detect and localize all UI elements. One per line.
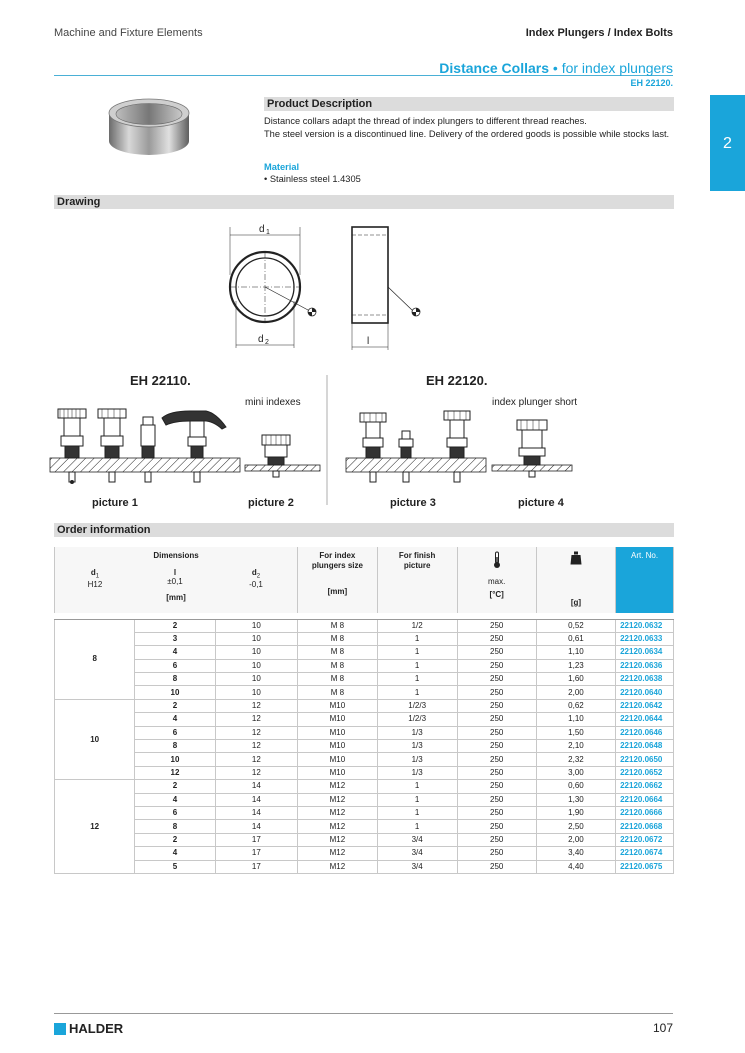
material-heading: Material (264, 162, 300, 172)
col-dimensions-label: Dimensions (153, 551, 199, 560)
col-d1 (55, 568, 135, 589)
product-description-heading: Product Description (264, 97, 674, 111)
weight-icon (570, 551, 582, 565)
dim-d1-sub: 1 (266, 229, 270, 236)
cell-d2: 10 (215, 619, 297, 632)
description-line-2: The steel version is a discontinued line. Delivery of the ordered goods is possible while stocks last. (264, 128, 670, 139)
cell-temperature: 250 (457, 860, 536, 873)
cell-picture: 3/4 (377, 833, 457, 846)
cell-plunger-size: M 8 (298, 673, 378, 686)
description-line-1: Distance collars adapt the thread of index plungers to different thread reaches. (264, 116, 587, 126)
cell-art-no[interactable]: 22120.0662 (616, 780, 674, 793)
cell-l: 5 (135, 860, 215, 873)
cell-l: 10 (135, 753, 215, 766)
cell-picture: 1/2/3 (377, 713, 457, 726)
ref-eh22120: EH 22120. (426, 373, 488, 388)
cell-d2: 12 (215, 699, 297, 712)
cell-d1: 8 (55, 619, 135, 699)
cell-weight: 3,40 (536, 847, 615, 860)
cell-temperature: 250 (457, 619, 536, 632)
product-photo-collar (104, 97, 194, 159)
cell-d2: 14 (215, 806, 297, 819)
col-weight-unit: [g] (570, 598, 582, 607)
cell-weight: 1,30 (536, 793, 615, 806)
cell-picture: 1/3 (377, 753, 457, 766)
cell-d2: 10 (215, 686, 297, 699)
col-l-label: l (173, 568, 177, 577)
cell-picture: 1/3 (377, 740, 457, 753)
material-item: • Stainless steel 1.4305 (264, 174, 361, 184)
cell-d2: 12 (215, 740, 297, 753)
col-d2-sub: 2 (256, 573, 261, 580)
cell-temperature: 250 (457, 659, 536, 672)
dim-l: l (367, 336, 370, 347)
cell-weight: 3,00 (536, 766, 615, 779)
page-title-main: Distance Collars (439, 60, 550, 76)
cell-d2: 10 (215, 632, 297, 645)
cell-l: 8 (135, 820, 215, 833)
cell-picture: 1/2 (377, 619, 457, 632)
picture-3-label: picture 3 (390, 497, 436, 509)
col-d1-sub: 1 (95, 573, 100, 580)
cell-d2: 10 (215, 659, 297, 672)
col-temp-max: max. (488, 577, 506, 586)
cell-temperature: 250 (457, 753, 536, 766)
cell-plunger-size: M 8 (298, 646, 378, 659)
cell-art-no[interactable]: 22120.0650 (616, 753, 674, 766)
cell-art-no[interactable]: 22120.0674 (616, 847, 674, 860)
table-row (55, 659, 674, 672)
col-d1-tol: H12 (87, 579, 103, 589)
cell-plunger-size: M10 (298, 766, 378, 779)
cell-d2: 17 (215, 833, 297, 846)
picture-4-assembly (492, 420, 572, 477)
cell-art-no[interactable]: 22120.0648 (616, 740, 674, 753)
picture-2-assembly (245, 435, 320, 477)
cell-plunger-size: M12 (298, 860, 378, 873)
dim-d1: d (259, 224, 265, 235)
cell-plunger-size: M12 (298, 833, 378, 846)
cell-d2: 12 (215, 753, 297, 766)
table-row (55, 686, 674, 699)
col-plungers-unit: [mm] (327, 587, 348, 596)
ring-front-view (230, 227, 308, 348)
cell-d1: 10 (55, 699, 135, 779)
halder-logo (54, 1021, 123, 1036)
cell-art-no[interactable]: 22120.0668 (616, 820, 674, 833)
col-temp-unit: [°C] (489, 590, 504, 599)
table-row (55, 646, 674, 659)
cell-picture: 1/3 (377, 766, 457, 779)
col-d2-label: d (251, 568, 257, 577)
cell-plunger-size: M10 (298, 753, 378, 766)
cell-l: 8 (135, 740, 215, 753)
table-row (55, 673, 674, 686)
col-plungers (298, 547, 378, 613)
cell-plunger-size: M 8 (298, 659, 378, 672)
cell-weight: 4,40 (536, 860, 615, 873)
dim-d2: d (258, 334, 264, 345)
cell-l: 6 (135, 806, 215, 819)
col-d1-label: d (90, 568, 96, 577)
col-d2-tol: -0,1 (249, 579, 263, 589)
cell-weight: 0,52 (536, 619, 615, 632)
cell-temperature: 250 (457, 820, 536, 833)
cell-temperature: 250 (457, 847, 536, 860)
cell-l: 4 (135, 847, 215, 860)
cell-picture: 1/3 (377, 726, 457, 739)
col-d2 (215, 568, 297, 589)
cell-plunger-size: M10 (298, 726, 378, 739)
product-code: EH 22120. (630, 78, 673, 88)
cell-l: 3 (135, 632, 215, 645)
cell-plunger-size: M10 (298, 699, 378, 712)
cell-weight: 0,62 (536, 699, 615, 712)
col-temperature (457, 547, 536, 613)
cell-l: 4 (135, 646, 215, 659)
cell-picture: 1 (377, 646, 457, 659)
cell-picture: 1 (377, 806, 457, 819)
col-l-tol: ±0,1 (167, 577, 183, 586)
cell-picture: 3/4 (377, 860, 457, 873)
header-section-title: Machine and Fixture Elements (54, 27, 203, 39)
cell-temperature: 250 (457, 726, 536, 739)
cell-plunger-size: M 8 (298, 686, 378, 699)
cell-plunger-size: M 8 (298, 632, 378, 645)
label-index-plunger-short: index plunger short (492, 397, 578, 408)
table-row (55, 847, 674, 860)
cell-temperature: 250 (457, 699, 536, 712)
table-row (55, 820, 674, 833)
cell-weight: 1,23 (536, 659, 615, 672)
col-weight (536, 547, 615, 613)
cell-weight: 2,00 (536, 833, 615, 846)
cell-art-no[interactable]: 22120.0664 (616, 793, 674, 806)
surface-symbol-1 (308, 308, 316, 316)
col-art-no (616, 547, 674, 613)
footer-divider (54, 1013, 673, 1014)
col-picture (377, 547, 457, 613)
picture-1-label: picture 1 (92, 497, 138, 509)
table-row (55, 806, 674, 819)
table-row (55, 780, 674, 793)
cell-l: 2 (135, 833, 215, 846)
col-dimensions (55, 547, 298, 613)
ring-side-view (352, 227, 412, 350)
thermometer-icon (492, 551, 502, 569)
cell-temperature: 250 (457, 806, 536, 819)
dim-d2-sub: 2 (265, 339, 269, 346)
cell-picture: 1/2/3 (377, 699, 457, 712)
cell-temperature: 250 (457, 673, 536, 686)
cell-l: 10 (135, 686, 215, 699)
technical-drawing (40, 215, 670, 515)
picture-1-assembly (50, 409, 240, 484)
cell-art-no[interactable]: 22120.0640 (616, 686, 674, 699)
cell-l: 2 (135, 780, 215, 793)
col-dimensions-unit: [mm] (166, 592, 186, 602)
cell-d2: 14 (215, 780, 297, 793)
col-l (135, 568, 215, 589)
cell-d2: 14 (215, 820, 297, 833)
col-art-no-label: Art. No. (630, 551, 659, 560)
table-row (55, 740, 674, 753)
cell-weight: 1,60 (536, 673, 615, 686)
cell-d2: 12 (215, 726, 297, 739)
drawing-heading: Drawing (54, 195, 674, 209)
cell-picture: 1 (377, 793, 457, 806)
cell-d2: 12 (215, 713, 297, 726)
cell-weight: 0,60 (536, 780, 615, 793)
table-row (55, 699, 674, 712)
table-row (55, 753, 674, 766)
cell-d2: 10 (215, 646, 297, 659)
cell-art-no[interactable]: 22120.0638 (616, 673, 674, 686)
cell-l: 8 (135, 673, 215, 686)
cell-l: 2 (135, 699, 215, 712)
logo-text: HALDER (69, 1021, 124, 1036)
cell-d2: 10 (215, 673, 297, 686)
cell-picture: 1 (377, 673, 457, 686)
table-row (55, 766, 674, 779)
cell-art-no[interactable]: 22120.0644 (616, 713, 674, 726)
cell-l: 2 (135, 619, 215, 632)
order-table (54, 547, 674, 874)
cell-l: 6 (135, 726, 215, 739)
table-row (55, 632, 674, 645)
cell-art-no[interactable]: 22120.0632 (616, 619, 674, 632)
surface-symbol-2 (412, 308, 420, 316)
cell-plunger-size: M12 (298, 806, 378, 819)
cell-weight: 1,10 (536, 646, 615, 659)
col-plungers-label: For index plungers size (311, 551, 363, 570)
cell-art-no[interactable]: 22120.0634 (616, 646, 674, 659)
cell-l: 12 (135, 766, 215, 779)
picture-3-assembly (346, 411, 486, 482)
cell-weight: 2,32 (536, 753, 615, 766)
table-row (55, 860, 674, 873)
product-description-text (264, 115, 674, 140)
table-row (55, 726, 674, 739)
order-information-heading: Order information (54, 523, 674, 537)
cell-d2: 12 (215, 766, 297, 779)
order-table-body (55, 619, 674, 873)
cell-art-no[interactable]: 22120.0646 (616, 726, 674, 739)
cell-picture: 1 (377, 686, 457, 699)
cell-l: 6 (135, 659, 215, 672)
cell-d2: 14 (215, 793, 297, 806)
table-row (55, 713, 674, 726)
cell-art-no[interactable]: 22120.0636 (616, 659, 674, 672)
page-title (439, 60, 673, 76)
cell-art-no[interactable]: 22120.0633 (616, 632, 674, 645)
cell-plunger-size: M10 (298, 740, 378, 753)
page-title-sub: • for index plungers (552, 60, 673, 76)
cell-temperature: 250 (457, 632, 536, 645)
cell-art-no[interactable]: 22120.0666 (616, 806, 674, 819)
cell-picture: 1 (377, 820, 457, 833)
cell-temperature: 250 (457, 686, 536, 699)
cell-temperature: 250 (457, 740, 536, 753)
cell-weight: 1,50 (536, 726, 615, 739)
cell-weight: 0,61 (536, 632, 615, 645)
cell-temperature: 250 (457, 780, 536, 793)
chapter-tab[interactable]: 2 (710, 95, 745, 191)
cell-weight: 1,90 (536, 806, 615, 819)
col-picture-label: For finish picture (398, 551, 436, 570)
page-number: 107 (652, 1021, 673, 1035)
cell-weight: 2,10 (536, 740, 615, 753)
cell-plunger-size: M10 (298, 713, 378, 726)
cell-d1: 12 (55, 780, 135, 874)
cell-temperature: 250 (457, 766, 536, 779)
header-chapter-title: Index Plungers / Index Bolts (525, 27, 673, 39)
table-row (55, 619, 674, 632)
table-row (55, 833, 674, 846)
cell-weight: 2,00 (536, 686, 615, 699)
cell-l: 4 (135, 713, 215, 726)
cell-d2: 17 (215, 847, 297, 860)
label-mini-indexes: mini indexes (245, 397, 301, 408)
cell-plunger-size: M12 (298, 820, 378, 833)
cell-weight: 1,10 (536, 713, 615, 726)
cell-picture: 1 (377, 659, 457, 672)
cell-picture: 1 (377, 632, 457, 645)
cell-plunger-size: M12 (298, 847, 378, 860)
cell-temperature: 250 (457, 833, 536, 846)
logo-mark-icon (54, 1023, 66, 1035)
table-row (55, 793, 674, 806)
cell-art-no[interactable]: 22120.0642 (616, 699, 674, 712)
picture-4-label: picture 4 (518, 497, 564, 509)
picture-2-label: picture 2 (248, 497, 294, 509)
cell-art-no[interactable]: 22120.0675 (616, 860, 674, 873)
cell-l: 4 (135, 793, 215, 806)
cell-d2: 17 (215, 860, 297, 873)
cell-art-no[interactable]: 22120.0652 (616, 766, 674, 779)
cell-temperature: 250 (457, 793, 536, 806)
cell-plunger-size: M12 (298, 793, 378, 806)
cell-art-no[interactable]: 22120.0672 (616, 833, 674, 846)
cell-temperature: 250 (457, 646, 536, 659)
cell-picture: 3/4 (377, 847, 457, 860)
cell-plunger-size: M12 (298, 780, 378, 793)
cell-picture: 1 (377, 780, 457, 793)
cell-weight: 2,50 (536, 820, 615, 833)
cell-temperature: 250 (457, 713, 536, 726)
ref-eh22110: EH 22110. (130, 373, 191, 388)
cell-plunger-size: M 8 (298, 619, 378, 632)
